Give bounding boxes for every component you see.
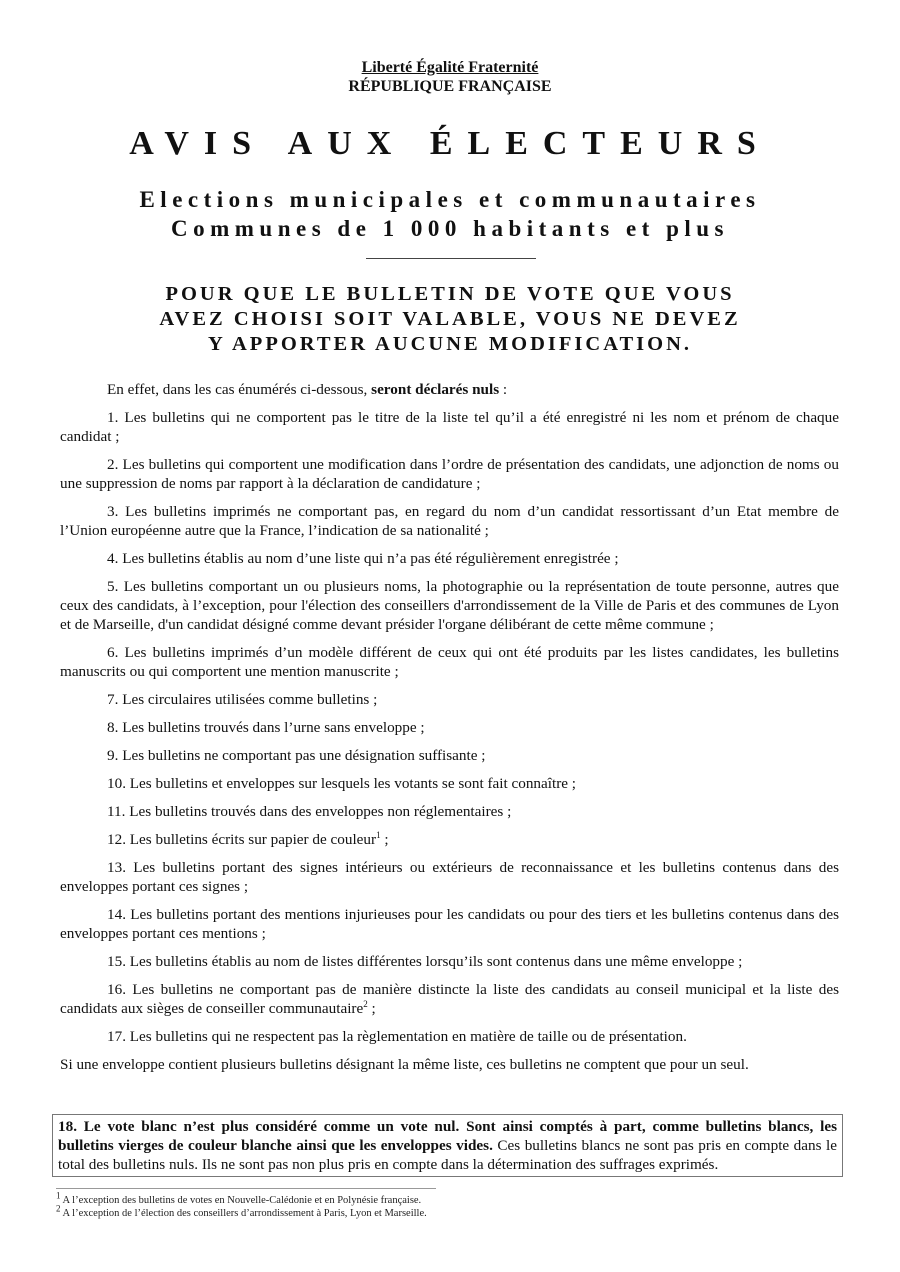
list-item (60, 746, 839, 765)
title-divider (366, 258, 536, 259)
list-item (60, 830, 839, 849)
blank-vote-box (52, 1114, 843, 1177)
footnote-text: A l’exception de l’élection des conseillers d’arrondissement à Paris, Lyon et Marseille. (60, 1208, 427, 1219)
list-item-text: 5. Les bulletins comportant un ou plusieurs noms, la photographie ou la représentation de toute personne, autres que ceux des candidats, à l’exception, pour l'élection des conseillers d'arrondissement de la Ville de Paris et des communes de Lyon et de Marseille, d'un candidat désigné comme devant présider l'organe délibérant de cette même commune ; (60, 578, 839, 633)
blank-vote-text: Ces bulletins blancs ne sont pas pris en compte dans le total des bulletins nuls. Ils ne sont pas non plus pris en compte dans la détermination des suffrages exprimés. (58, 1137, 838, 1173)
list-item-text: 8. Les bulletins trouvés dans l’urne sans enveloppe ; (107, 719, 425, 736)
list-item-text: 14. Les bulletins portant des mentions injurieuses pour les candidats ou pour des tiers et les bulletins contenus dans des enveloppes portant ces mentions ; (60, 906, 839, 942)
list-item (60, 643, 839, 681)
list-item (60, 690, 839, 709)
warning-line-1: POUR QUE LE BULLETIN DE VOTE QUE VOUS (165, 283, 735, 305)
list-item (60, 577, 839, 634)
footnote-number: 2 (56, 1203, 61, 1214)
nullity-list (60, 408, 839, 1046)
footnote-ref: 2 (363, 998, 368, 1009)
list-item (60, 905, 839, 943)
intro-paragraph (60, 380, 839, 399)
footnote-ref: 1 (376, 829, 381, 840)
list-item-suffix: ; (380, 831, 389, 848)
list-item (60, 408, 839, 446)
list-item (60, 774, 839, 793)
list-item-text: 17. Les bulletins qui ne respectent pas la règlementation en matière de taille ou de présentation. (107, 1028, 687, 1045)
list-item (60, 980, 839, 1018)
list-item (60, 1027, 839, 1046)
footnote-number: 1 (56, 1190, 61, 1201)
closing-paragraph: Si une enveloppe contient plusieurs bulletins désignant la même liste, ces bulletins ne comptent que pour un seul. (60, 1056, 749, 1073)
list-item-text: 15. Les bulletins établis au nom de listes différentes lorsqu’ils sont contenus dans une même enveloppe ; (107, 953, 743, 970)
document-body (60, 380, 839, 1074)
list-item-text: 13. Les bulletins portant des signes intérieurs ou extérieurs de reconnaissance et les bulletins contenus dans des enveloppes portant ces signes ; (60, 859, 839, 895)
warning-line-2: AVEZ CHOISI SOIT VALABLE, VOUS NE DEVEZ (159, 308, 741, 330)
subtitle-line-2: Communes de 1 000 habitants et plus (171, 216, 729, 241)
footnotes (56, 1190, 427, 1220)
footnote-separator (56, 1188, 436, 1189)
page-subtitle (0, 185, 900, 243)
blank-vote-bold: 18. Le vote blanc n’est plus considéré comme un vote nul. Sont ainsi comptés à part, comme bulletins blancs, les bulletins vierges de couleur blanche ainsi que les enveloppes vides. (58, 1118, 837, 1154)
list-item (60, 502, 839, 540)
list-item-text: 3. Les bulletins imprimés ne comportant pas, en regard du nom d’un candidat ressortissant d’un Etat membre de l’Union européenne autre que la France, l’indication de sa nationalité ; (60, 503, 839, 539)
list-item-text: 4. Les bulletins établis au nom d’une liste qui n’a pas été régulièrement enregistrée ; (107, 550, 619, 567)
list-item-text: 12. Les bulletins écrits sur papier de couleur (107, 831, 377, 848)
list-item (60, 549, 839, 568)
intro-text: En effet, dans les cas énumérés ci-dessous, (107, 381, 372, 398)
list-item-text: 1. Les bulletins qui ne comportent pas le titre de la liste tel qu’il a été enregistré ni les nom et prénom de chaque candidat ; (60, 409, 839, 445)
list-item-text: 9. Les bulletins ne comportant pas une désignation suffisante ; (107, 747, 486, 764)
list-item-text: 2. Les bulletins qui comportent une modification dans l’ordre de présentation des candidats, une adjonction de noms ou une suppression de noms par rapport à la déclaration de candidature ; (60, 456, 839, 492)
footnote-text: A l’exception des bulletins de votes en Nouvelle-Calédonie et en Polynésie française. (60, 1195, 422, 1206)
subtitle-line-1: Elections municipales et communautaires (139, 187, 761, 212)
warning-line-3: Y APPORTER AUCUNE MODIFICATION. (207, 333, 693, 355)
list-item-text: 11. Les bulletins trouvés dans des enveloppes non réglementaires ; (107, 803, 512, 820)
intro-suffix: : (499, 381, 508, 398)
list-item (60, 858, 839, 896)
footnote (56, 1190, 427, 1207)
footnote (56, 1203, 427, 1220)
list-item-text: 16. Les bulletins ne comportant pas de manière distincte la liste des candidats au conseil municipal et la liste des candidats aux sièges de conseiller communautaire (60, 981, 839, 1017)
document-header (0, 58, 900, 96)
page-title: AVIS AUX ÉLECTEURS (129, 125, 771, 162)
intro-bold: seront déclarés nuls (371, 381, 500, 398)
list-item (60, 952, 839, 971)
list-item (60, 455, 839, 493)
list-item (60, 802, 839, 821)
list-item (60, 718, 839, 737)
republic-name: RÉPUBLIQUE FRANÇAISE (348, 78, 552, 95)
list-item-text: 7. Les circulaires utilisées comme bulletins ; (107, 691, 378, 708)
warning-heading (0, 282, 900, 357)
list-item-text: 6. Les bulletins imprimés d’un modèle différent de ceux qui ont été produits par les listes candidates, les bulletins manuscrits ou qui comportent une mention manuscrite ; (60, 644, 839, 680)
list-item-text: 10. Les bulletins et enveloppes sur lesquels les votants se sont fait connaître ; (107, 775, 577, 792)
national-motto: Liberté Égalité Fraternité (361, 59, 539, 76)
list-item-suffix: ; (367, 1000, 376, 1017)
